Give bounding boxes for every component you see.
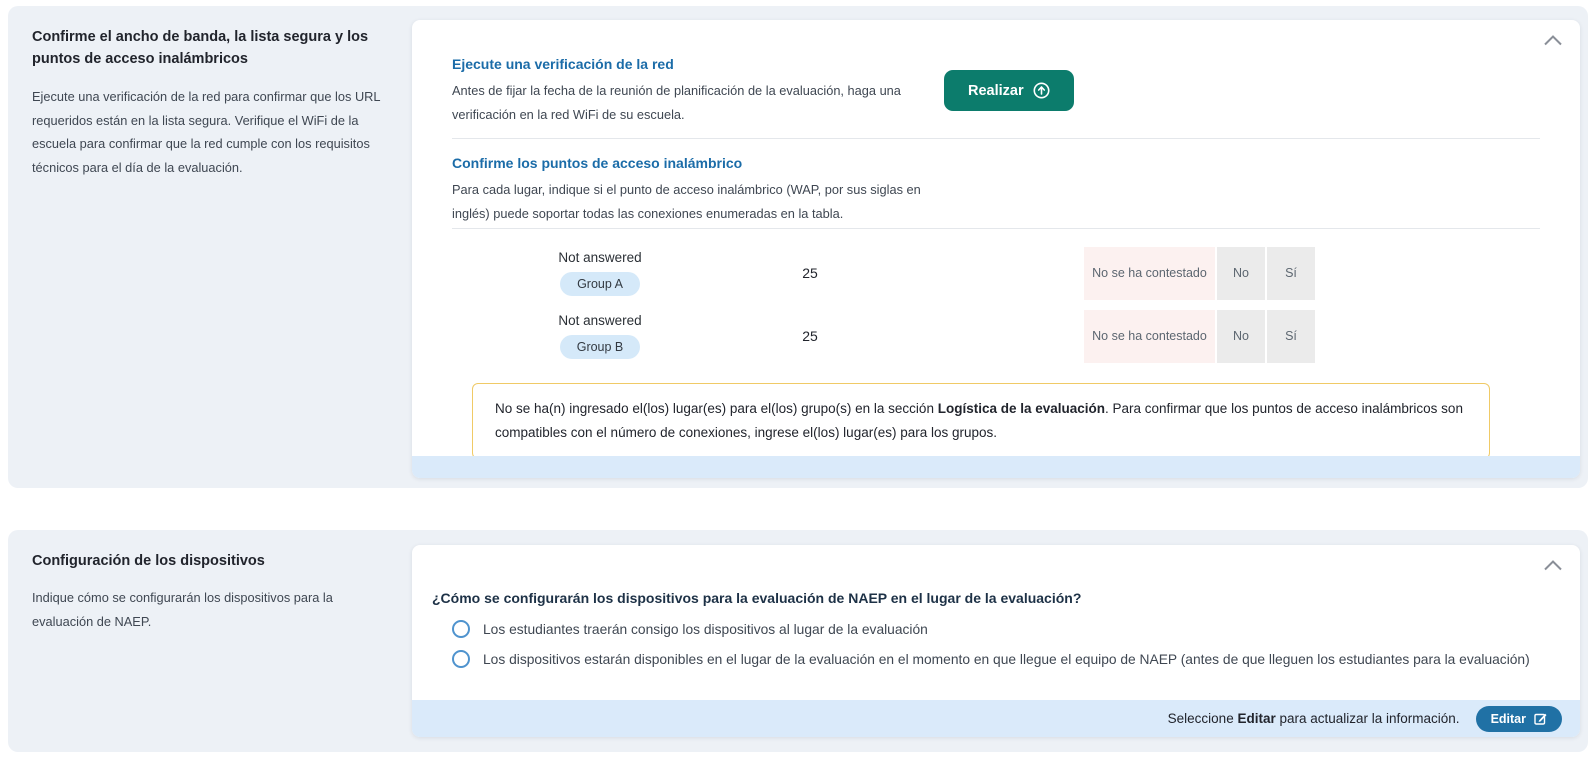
edit-instruction-before: Seleccione xyxy=(1167,711,1238,726)
bandwidth-card-sidebar xyxy=(8,6,412,488)
edit-pencil-icon xyxy=(1534,712,1547,725)
radio-option-label[interactable]: Los estudiantes traerán consigo los dispositivos al lugar de la evaluación xyxy=(483,621,928,637)
status-text: Not answered xyxy=(558,313,642,329)
editar-button[interactable] xyxy=(1476,706,1562,732)
edit-footer-bar xyxy=(412,700,1580,737)
network-check-section xyxy=(452,20,1540,126)
wap-answer-segmented-control xyxy=(1084,310,1315,363)
option-no-button[interactable]: No xyxy=(1217,247,1265,300)
network-check-text xyxy=(452,56,932,126)
group-badge: Group B xyxy=(560,335,641,359)
radio-option-students-bring-devices[interactable] xyxy=(452,620,1580,638)
status-text: Not answered xyxy=(558,250,642,266)
connection-count: 25 xyxy=(802,328,818,345)
bandwidth-wap-card xyxy=(8,6,1588,488)
collapse-chevron-icon[interactable] xyxy=(1542,32,1564,48)
wap-row-group-a xyxy=(452,247,1540,300)
edit-instruction-text xyxy=(1168,711,1460,726)
device-card-title: Configuración de los dispositivos xyxy=(32,553,265,569)
bandwidth-card-title: Confirme el ancho de banda, la lista segura y los puntos de acceso inalámbricos xyxy=(32,29,369,68)
group-cell xyxy=(505,313,695,359)
device-card-sidebar xyxy=(8,530,412,752)
wap-rows xyxy=(452,247,1540,363)
wap-heading: Confirme los puntos de acceso inalámbrico xyxy=(452,155,743,172)
bandwidth-panel xyxy=(412,20,1580,478)
device-card-description: Indique cómo se configurarán los dispositivos para la evaluación de NAEP. xyxy=(32,590,333,630)
connection-count: 25 xyxy=(802,265,818,282)
wap-description: Para cada lugar, indique si el punto de acceso inalámbrico (WAP, por sus siglas en inglés) puede soportar todas las conexiones enumeradas en la tabla. xyxy=(452,182,921,222)
warning-text-after: . Para confirmar que los puntos de acceso inalámbricos son compatibles con el número de conexiones, ingrese el(los) lugar(es) para los grupos. xyxy=(495,400,1463,440)
warning-bold-text: Logística de la evaluación xyxy=(937,400,1106,416)
realizar-button[interactable] xyxy=(944,70,1074,111)
radio-button-icon[interactable] xyxy=(452,620,470,638)
network-check-description: Antes de fijar la fecha de la reunión de planificación de la evaluación, haga una verificación en la red WiFi de su escuela. xyxy=(452,83,901,122)
option-yes-button[interactable]: Sí xyxy=(1267,310,1315,363)
radio-option-label[interactable]: Los dispositivos estarán disponibles en el lugar de la evaluación en el momento en que llegue el equipo de NAEP (antes de que lleguen los estudiantes para la evaluación) xyxy=(483,651,1530,667)
device-options xyxy=(412,620,1580,668)
device-panel xyxy=(412,545,1580,737)
realizar-button-label: Realizar xyxy=(968,82,1024,99)
option-not-answered-button[interactable]: No se ha contestado xyxy=(1084,247,1215,300)
radio-option-devices-available-at-location[interactable] xyxy=(452,650,1580,668)
wap-row-group-b xyxy=(452,310,1540,363)
wap-text xyxy=(452,155,932,225)
editar-button-label: Editar xyxy=(1490,711,1526,726)
missing-locations-warning xyxy=(472,383,1490,460)
group-cell xyxy=(505,250,695,296)
bandwidth-card-description: Ejecute una verificación de la red para confirmar que los URL requeridos están en la lista segura. Verifique el WiFi de la escuela para confirmar que la red cumple con los requisitos técnicos para el día de la evaluación. xyxy=(32,88,381,175)
group-badge: Group A xyxy=(560,272,640,296)
network-check-heading: Ejecute una verificación de la red xyxy=(452,56,674,72)
device-configuration-card xyxy=(8,530,1588,752)
arrow-up-circle-icon xyxy=(1033,82,1050,99)
option-yes-button[interactable]: Sí xyxy=(1267,247,1315,300)
wap-section xyxy=(452,139,1540,225)
collapse-chevron-icon[interactable] xyxy=(1542,557,1564,573)
panel-footer-strip xyxy=(412,456,1580,478)
wap-answer-segmented-control xyxy=(1084,247,1315,300)
warning-text-before: No se ha(n) ingresado el(los) lugar(es) para el(los) grupo(s) en la sección xyxy=(495,400,938,416)
edit-instruction-after: para actualizar la información. xyxy=(1275,711,1460,726)
section-divider xyxy=(452,228,1540,229)
edit-instruction-bold: Editar xyxy=(1237,711,1276,726)
radio-button-icon[interactable] xyxy=(452,650,470,668)
device-configuration-question: ¿Cómo se configurarán los dispositivos para la evaluación de NAEP en el lugar de la evaluación? xyxy=(432,590,1082,606)
option-not-answered-button[interactable]: No se ha contestado xyxy=(1084,310,1215,363)
option-no-button[interactable]: No xyxy=(1217,310,1265,363)
